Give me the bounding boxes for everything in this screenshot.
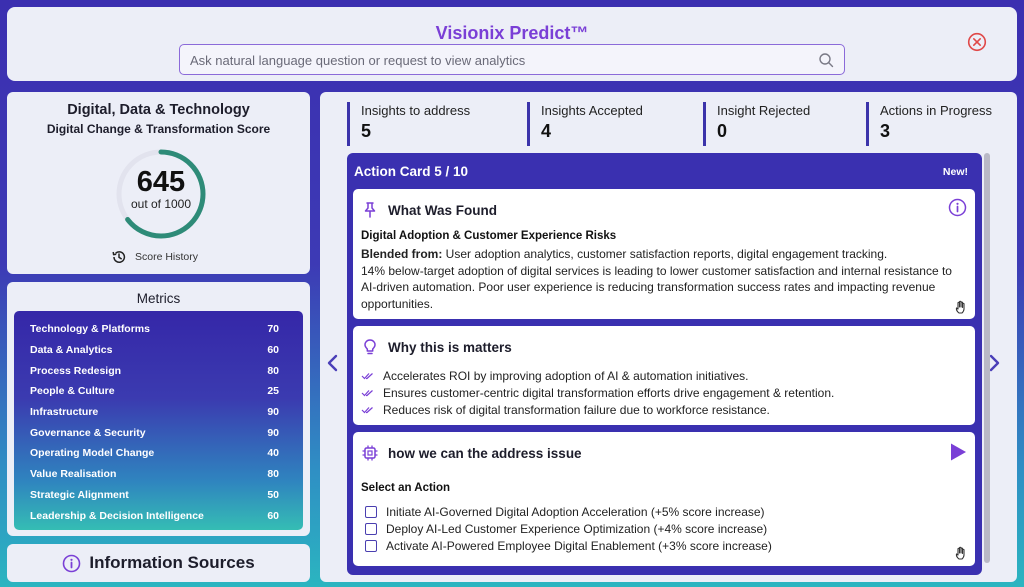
double-check-icon	[361, 405, 375, 415]
action-option-label: Initiate AI-Governed Digital Adoption Acceleration (+5% score increase)	[386, 505, 765, 519]
metric-value: 80	[267, 468, 279, 481]
stat-value: 3	[880, 121, 891, 141]
action-option[interactable]	[365, 505, 765, 519]
metrics-list	[14, 311, 303, 530]
stat-value: 5	[361, 121, 372, 141]
score-out-of: out of 1000	[130, 197, 192, 211]
stat-insights-to-address	[347, 102, 470, 146]
information-sources-label: Information Sources	[89, 553, 255, 572]
how-to-address-title: how we can the address issue	[388, 445, 582, 461]
app-title: Visionix Predict™	[435, 23, 589, 43]
metric-row	[14, 381, 303, 402]
finding-subtitle: Digital Adoption & Customer Experience Risks	[361, 230, 617, 242]
blended-sources: User adoption analytics, customer satisfaction reports, digital engagement tracking.	[442, 247, 888, 261]
action-option[interactable]	[365, 539, 772, 553]
new-badge: New!	[942, 166, 968, 178]
main-panel	[320, 92, 1017, 582]
previous-card-chevron-icon[interactable]	[325, 352, 341, 374]
why-it-matters-title: Why this is matters	[388, 339, 512, 355]
scrollbar-thumb[interactable]	[984, 153, 990, 563]
metric-label: Infrastructure	[30, 406, 99, 419]
score-title: Digital, Data & Technology	[67, 102, 250, 118]
hand-pointer-icon[interactable]	[953, 299, 969, 315]
stat-insights-accepted	[527, 102, 643, 146]
metric-label: Leadership & Decision Intelligence	[30, 509, 204, 522]
metric-label: Process Redesign	[30, 364, 122, 377]
metric-row	[14, 485, 303, 506]
metric-row	[14, 422, 303, 443]
score-history-link[interactable]	[111, 248, 198, 266]
metric-value: 90	[267, 426, 279, 439]
history-icon	[111, 249, 127, 265]
action-option-label: Deploy AI-Led Customer Experience Optimization (+4% score increase)	[386, 522, 768, 536]
metrics-panel	[7, 282, 310, 536]
lightbulb-icon	[361, 338, 379, 356]
metric-label: Governance & Security	[30, 426, 146, 439]
what-was-found-title: What Was Found	[388, 202, 497, 218]
stat-value: 4	[541, 121, 552, 141]
metric-row	[14, 402, 303, 423]
how-to-address-header	[361, 444, 582, 462]
benefit-text: Reduces risk of digital transformation failure due to workforce resistance.	[383, 403, 770, 417]
stat-actions-in-progress	[866, 102, 992, 146]
metric-value: 60	[267, 509, 279, 522]
metrics-title: Metrics	[136, 291, 181, 306]
search-icon[interactable]	[818, 52, 834, 68]
metric-row	[14, 443, 303, 464]
metric-value: 40	[267, 447, 279, 460]
double-check-icon	[361, 388, 375, 398]
metric-value: 90	[267, 406, 279, 419]
select-action-label: Select an Action	[361, 482, 451, 494]
why-it-matters-header	[361, 338, 512, 356]
metric-label: People & Culture	[30, 385, 115, 398]
score-panel	[7, 92, 310, 274]
metric-value: 80	[267, 364, 279, 377]
benefit-item	[361, 369, 749, 383]
info-icon	[62, 554, 81, 573]
action-checkbox[interactable]	[365, 506, 377, 518]
metric-value: 50	[267, 488, 279, 501]
chip-icon	[361, 444, 379, 462]
metric-row	[14, 505, 303, 526]
benefit-item	[361, 386, 834, 400]
stat-label: Insights to address	[361, 103, 471, 118]
action-card	[347, 153, 982, 575]
stat-value: 0	[717, 121, 728, 141]
info-icon[interactable]	[948, 198, 967, 217]
metric-label: Technology & Platforms	[30, 323, 150, 336]
score-history-label: Score History	[135, 251, 199, 263]
action-card-title: Action Card 5 / 10	[354, 164, 469, 179]
pin-icon	[361, 201, 379, 219]
stat-insight-rejected	[703, 102, 810, 146]
blended-label: Blended from:	[361, 247, 443, 261]
metric-row	[14, 464, 303, 485]
play-icon[interactable]	[949, 442, 967, 462]
double-check-icon	[361, 371, 375, 381]
metric-row	[14, 319, 303, 340]
how-to-address-section	[353, 432, 975, 566]
metric-label: Strategic Alignment	[30, 488, 129, 501]
benefit-text: Accelerates ROI by improving adoption of AI & automation initiatives.	[383, 369, 749, 383]
metric-row	[14, 340, 303, 361]
close-icon[interactable]	[967, 32, 987, 52]
finding-body	[361, 246, 966, 313]
metric-value: 70	[267, 323, 279, 336]
metric-value: 25	[267, 385, 279, 398]
what-was-found-section	[353, 189, 975, 319]
metric-label: Operating Model Change	[30, 447, 155, 460]
header-bar	[7, 7, 1017, 81]
stat-label: Insight Rejected	[717, 103, 811, 118]
metric-row	[14, 360, 303, 381]
what-was-found-header	[361, 201, 497, 219]
metric-value: 60	[267, 344, 279, 357]
action-option-label: Activate AI-Powered Employee Digital Enablement (+3% score increase)	[386, 539, 772, 553]
benefit-text: Ensures customer-centric digital transformation efforts drive engagement & retention.	[383, 386, 835, 400]
action-checkbox[interactable]	[365, 540, 377, 552]
hand-pointer-icon[interactable]	[953, 545, 969, 561]
finding-description: 14% below-target adoption of digital services is leading to lower customer satisfaction and internal resistance to AI-driven automation. Poor user experience is reducing transformation success rates and impacting revenue opportunities.	[361, 263, 952, 312]
search-bar[interactable]	[179, 44, 845, 75]
score-value: 645	[136, 166, 186, 198]
action-checkbox[interactable]	[365, 523, 377, 535]
information-sources-button[interactable]	[7, 544, 310, 582]
benefit-item	[361, 403, 770, 417]
action-option[interactable]	[365, 522, 767, 536]
search-input[interactable]	[190, 50, 810, 70]
stat-label: Actions in Progress	[880, 103, 992, 118]
score-subtitle: Digital Change & Transformation Score	[46, 122, 271, 136]
metric-label: Data & Analytics	[30, 344, 113, 357]
why-it-matters-section	[353, 326, 975, 425]
stat-label: Insights Accepted	[541, 103, 643, 118]
metric-label: Value Realisation	[30, 468, 117, 481]
